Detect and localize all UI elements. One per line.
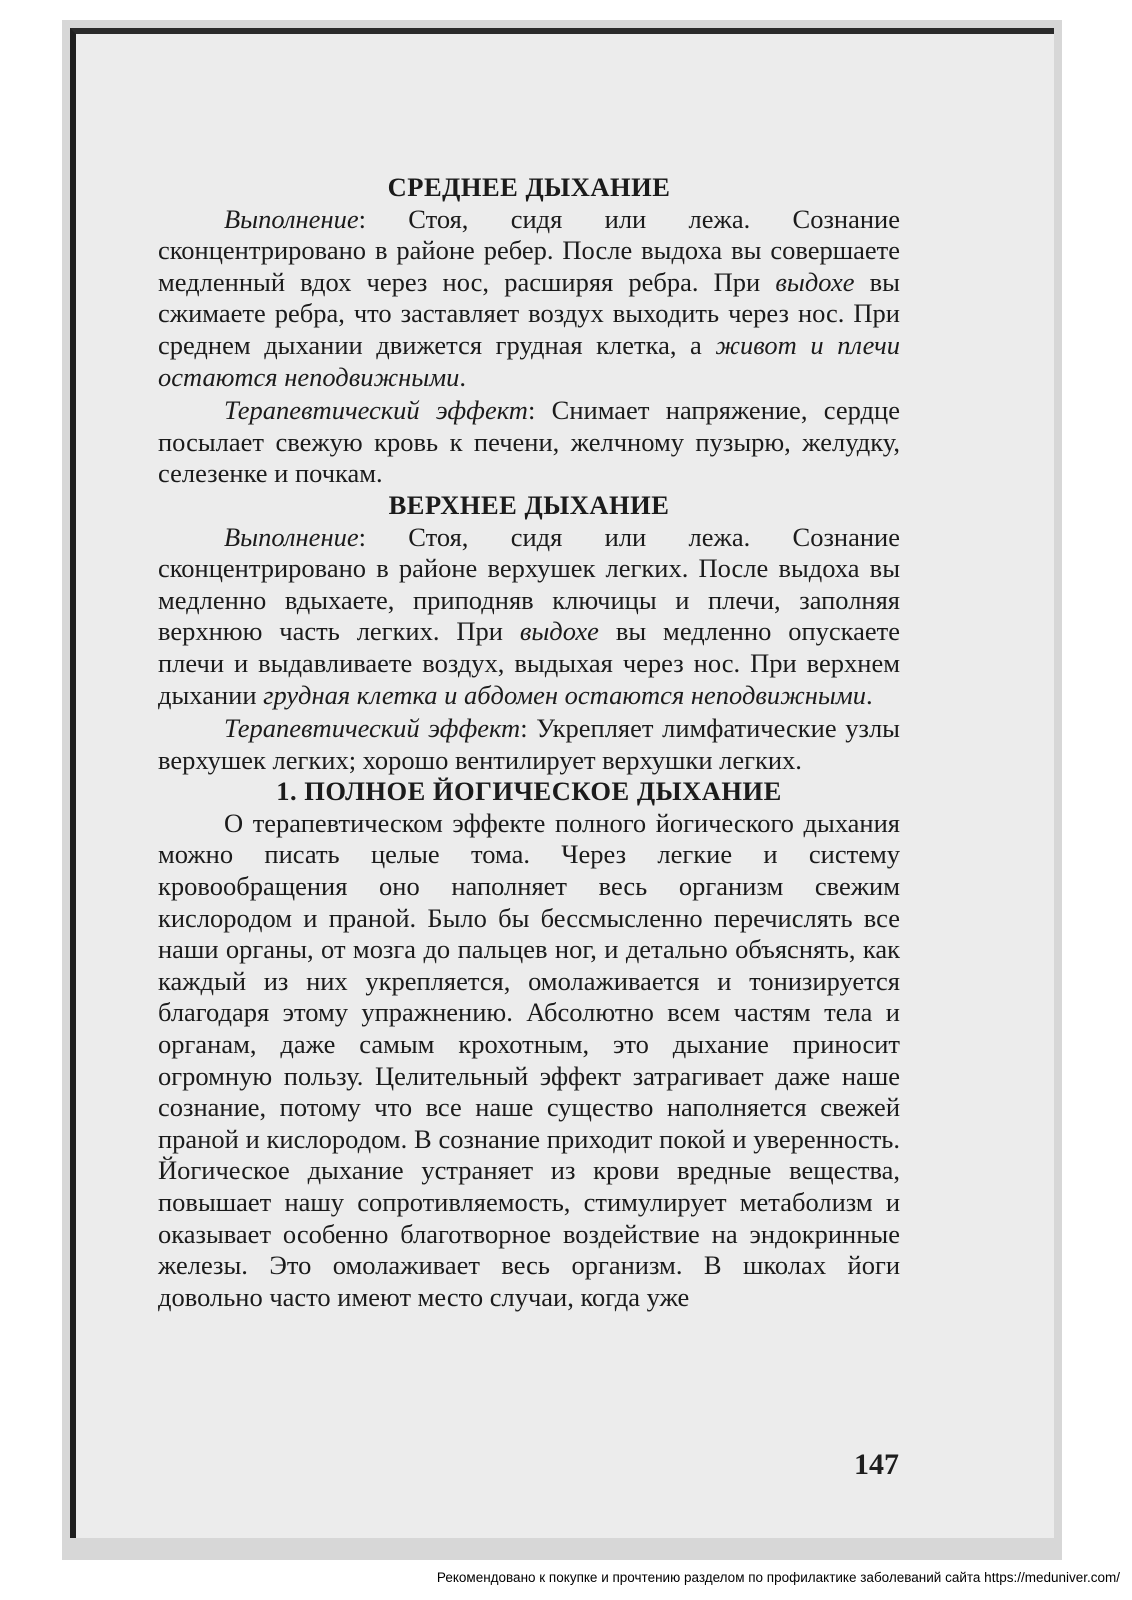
page-body [158, 172, 900, 1313]
book-page [70, 28, 1054, 1538]
section-heading-upper-breathing: ВЕРХНЕЕ ДЫХАНИЕ [388, 489, 670, 520]
upper-breathing-execution: Выполнение: Стоя, сидя или лежа. Сознание сконцентрировано в районе верхушек легких. После выдоха вы медленно вдыхаете, приподняв ключицы и плечи, заполняя верхнюю часть легких. При выдохе вы медленно опускаете плечи и выдавливаете воздух, выдыхая через нос. При верхнем дыхании грудная клетка и абдомен остаются неподвижными. [158, 521, 900, 710]
page-number: 147 [854, 1448, 899, 1481]
site-footer-note: Рекомендовано к покупке и прочтению разделом по профилактике заболеваний сайта https://meduniver.com/ [436, 1570, 1120, 1585]
middle-breathing-execution: Выполнение: Стоя, сидя или лежа. Сознание сконцентрировано в районе ребер. После выдоха вы совершаете медленный вдох через нос, расширяя ребра. При выдохе вы сжимаете ребра, что заставляет воздух выходить через нос. При среднем дыхании движется грудная клетка, а живот и плечи остаются неподвижными. [158, 203, 900, 392]
full-yogic-breathing-text: О терапевтическом эффекте полного йогического дыхания можно писать целые тома. Через легкие и систему кровообращения оно наполняет весь организм свежим кислородом и праной. Было бы бессмысленно перечислять все наши органы, от мозга до пальцев ног, и детально объяснять, как каждый из них укрепляется, омолаживается и тонизируется благодаря этому упражнению. Абсолютно всем частям тела и органам, даже самым крохотным, это дыхание приносит огромную пользу. Целительный эффект затрагивает даже наше сознание, потому что все наше существо наполняется свежей праной и кислородом. В сознание приходит покой и уверенность. Йогическое дыхание устраняет из крови вредные вещества, повышает нашу сопротивляемость, стимулирует метаболизм и оказывает особенно благотворное воздействие на эндокринные железы. Это омолаживает весь организм. В школах йоги довольно часто имеют место случаи, когда уже [158, 807, 900, 1312]
scanned-page-frame [62, 20, 1062, 1560]
section-heading-full-yogic-breathing: 1. ПОЛНОЕ ЙОГИЧЕСКОЕ ДЫХАНИЕ [276, 776, 782, 807]
middle-breathing-effect: Терапевтический эффект: Снимает напряжение, сердце посылает свежую кровь к печени, желчному пузырю, желудку, селезенке и почкам. [158, 395, 900, 489]
upper-breathing-effect: Терапевтический эффект: Укрепляет лимфатические узлы верхушек легких; хорошо вентилирует верхушки легких. [158, 713, 900, 775]
section-heading-middle-breathing: СРЕДНЕЕ ДЫХАНИЕ [387, 172, 671, 202]
